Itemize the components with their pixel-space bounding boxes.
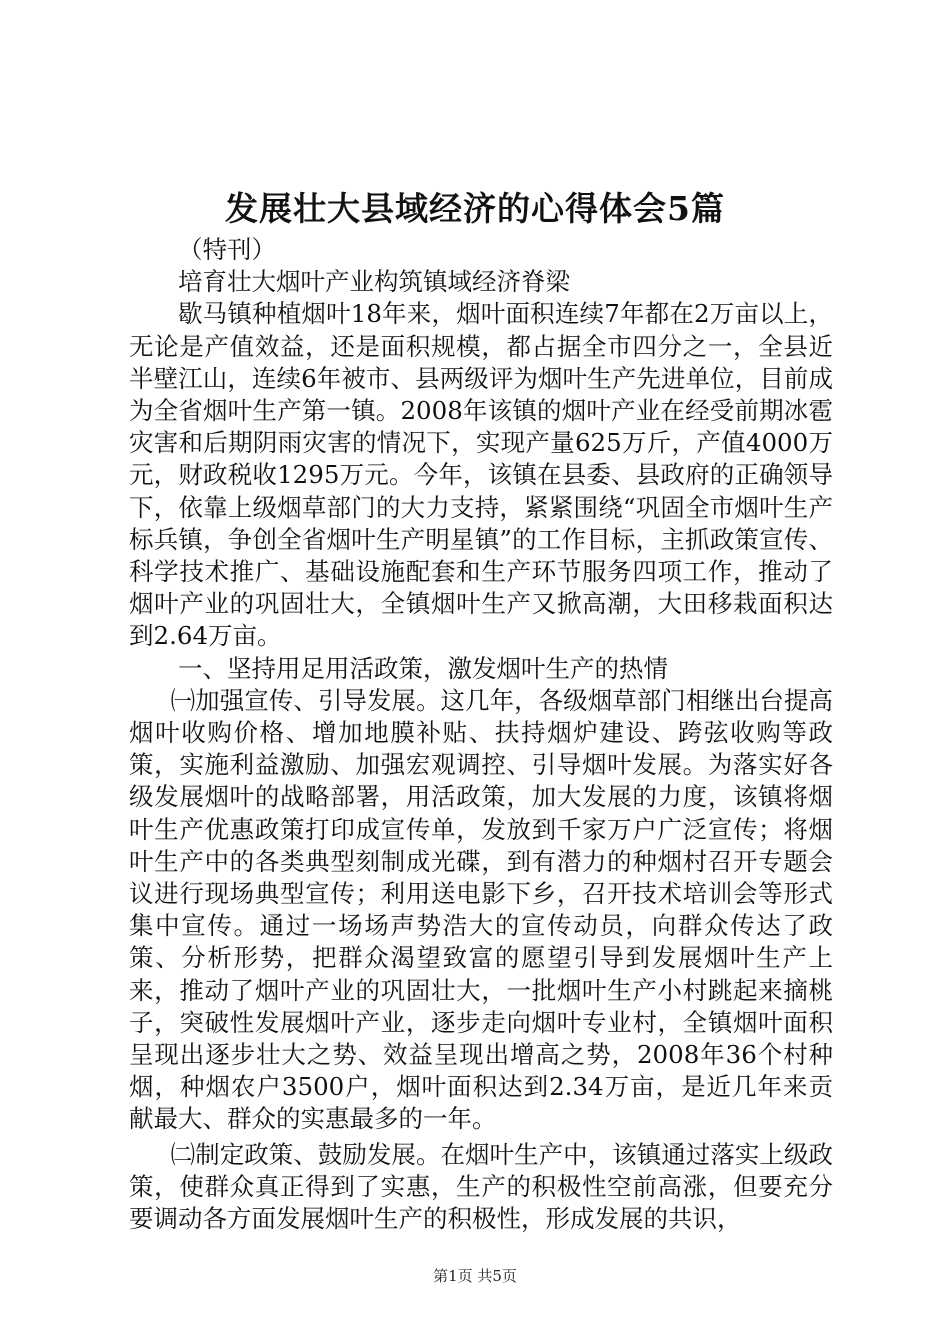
paragraph-special-edition: （特刊） [178, 235, 276, 264]
document-body [129, 234, 833, 1235]
page-footer: 第1页 共5页 [433, 1267, 517, 1285]
paragraph-section-1-2: ㈡制定政策、鼓励发展。在烟叶生产中，该镇通过落实上级政策，使群众真正得到了实惠，生产的积极性空前高涨，但要充分要调动各方面发展烟叶生产的积极性，形成发展的共识， [129, 1139, 833, 1234]
section-heading-1: 一、坚持用足用活政策，激发烟叶生产的热情 [178, 653, 668, 683]
paragraph-subtitle: 培育壮大烟叶产业构筑镇域经济脊梁 [178, 267, 570, 297]
paragraph-intro: 歇马镇种植烟叶18年来，烟叶面积连续7年都在2万亩以上，无论是产值效益，还是面积规模，都占据全市四分之一，全县近半壁江山，连续6年被市、县两级评为烟叶生产先进单位，目前成为全省烟叶生产第一镇。2008年该镇的烟叶产业在经受前期冰雹灾害和后期阴雨灾害的情况下，实现产量625万斤，产值4000万元，财政税收1295万元。今年，该镇在县委、县政府的正确领导下，依靠上级烟草部门的大力支持，紧紧围绕“巩固全市烟叶生产标兵镇，争创全省烟叶生产明星镇”的工作目标，主抓政策宣传、科学技术推广、基础设施配套和生产环节服务四项工作，推动了烟叶产业的巩固壮大，全镇烟叶生产又掀高潮，大田移栽面积达到2.64万亩。 [129, 299, 833, 651]
document-title: 发展壮大县域经济的心得体会5篇 [225, 189, 725, 228]
paragraph-section-1-1: ㈠加强宣传、引导发展。这几年，各级烟草部门相继出台提高烟叶收购价格、增加地膜补贴、扶持烟炉建设、跨弦收购等政策，实施利益激励、加强宏观调控、引导烟叶发展。为落实好各级发展烟叶的战略部署，用活政策，加大发展的力度，该镇将烟叶生产优惠政策打印成宣传单，发放到千家万户广泛宣传；将烟叶生产中的各类典型刻制成光碟，到有潜力的种烟村召开专题会议进行现场典型宣传；利用送电影下乡，召开技术培训会等形式集中宣传。通过一场场声势浩大的宣传动员，向群众传达了政策、分析形势，把群众渴望致富的愿望引导到发展烟叶生产上来，推动了烟叶产业的巩固壮大，一批烟叶生产小村跳起来摘桃子，突破性发展烟叶产业，逐步走向烟叶专业村，全镇烟叶面积呈现出逐步壮大之势、效益呈现出增高之势，2008年36个村种烟，种烟农户3500户，烟叶面积达到2.34万亩，是近几年来贡献最大、群众的实惠最多的一年。 [129, 685, 833, 1134]
